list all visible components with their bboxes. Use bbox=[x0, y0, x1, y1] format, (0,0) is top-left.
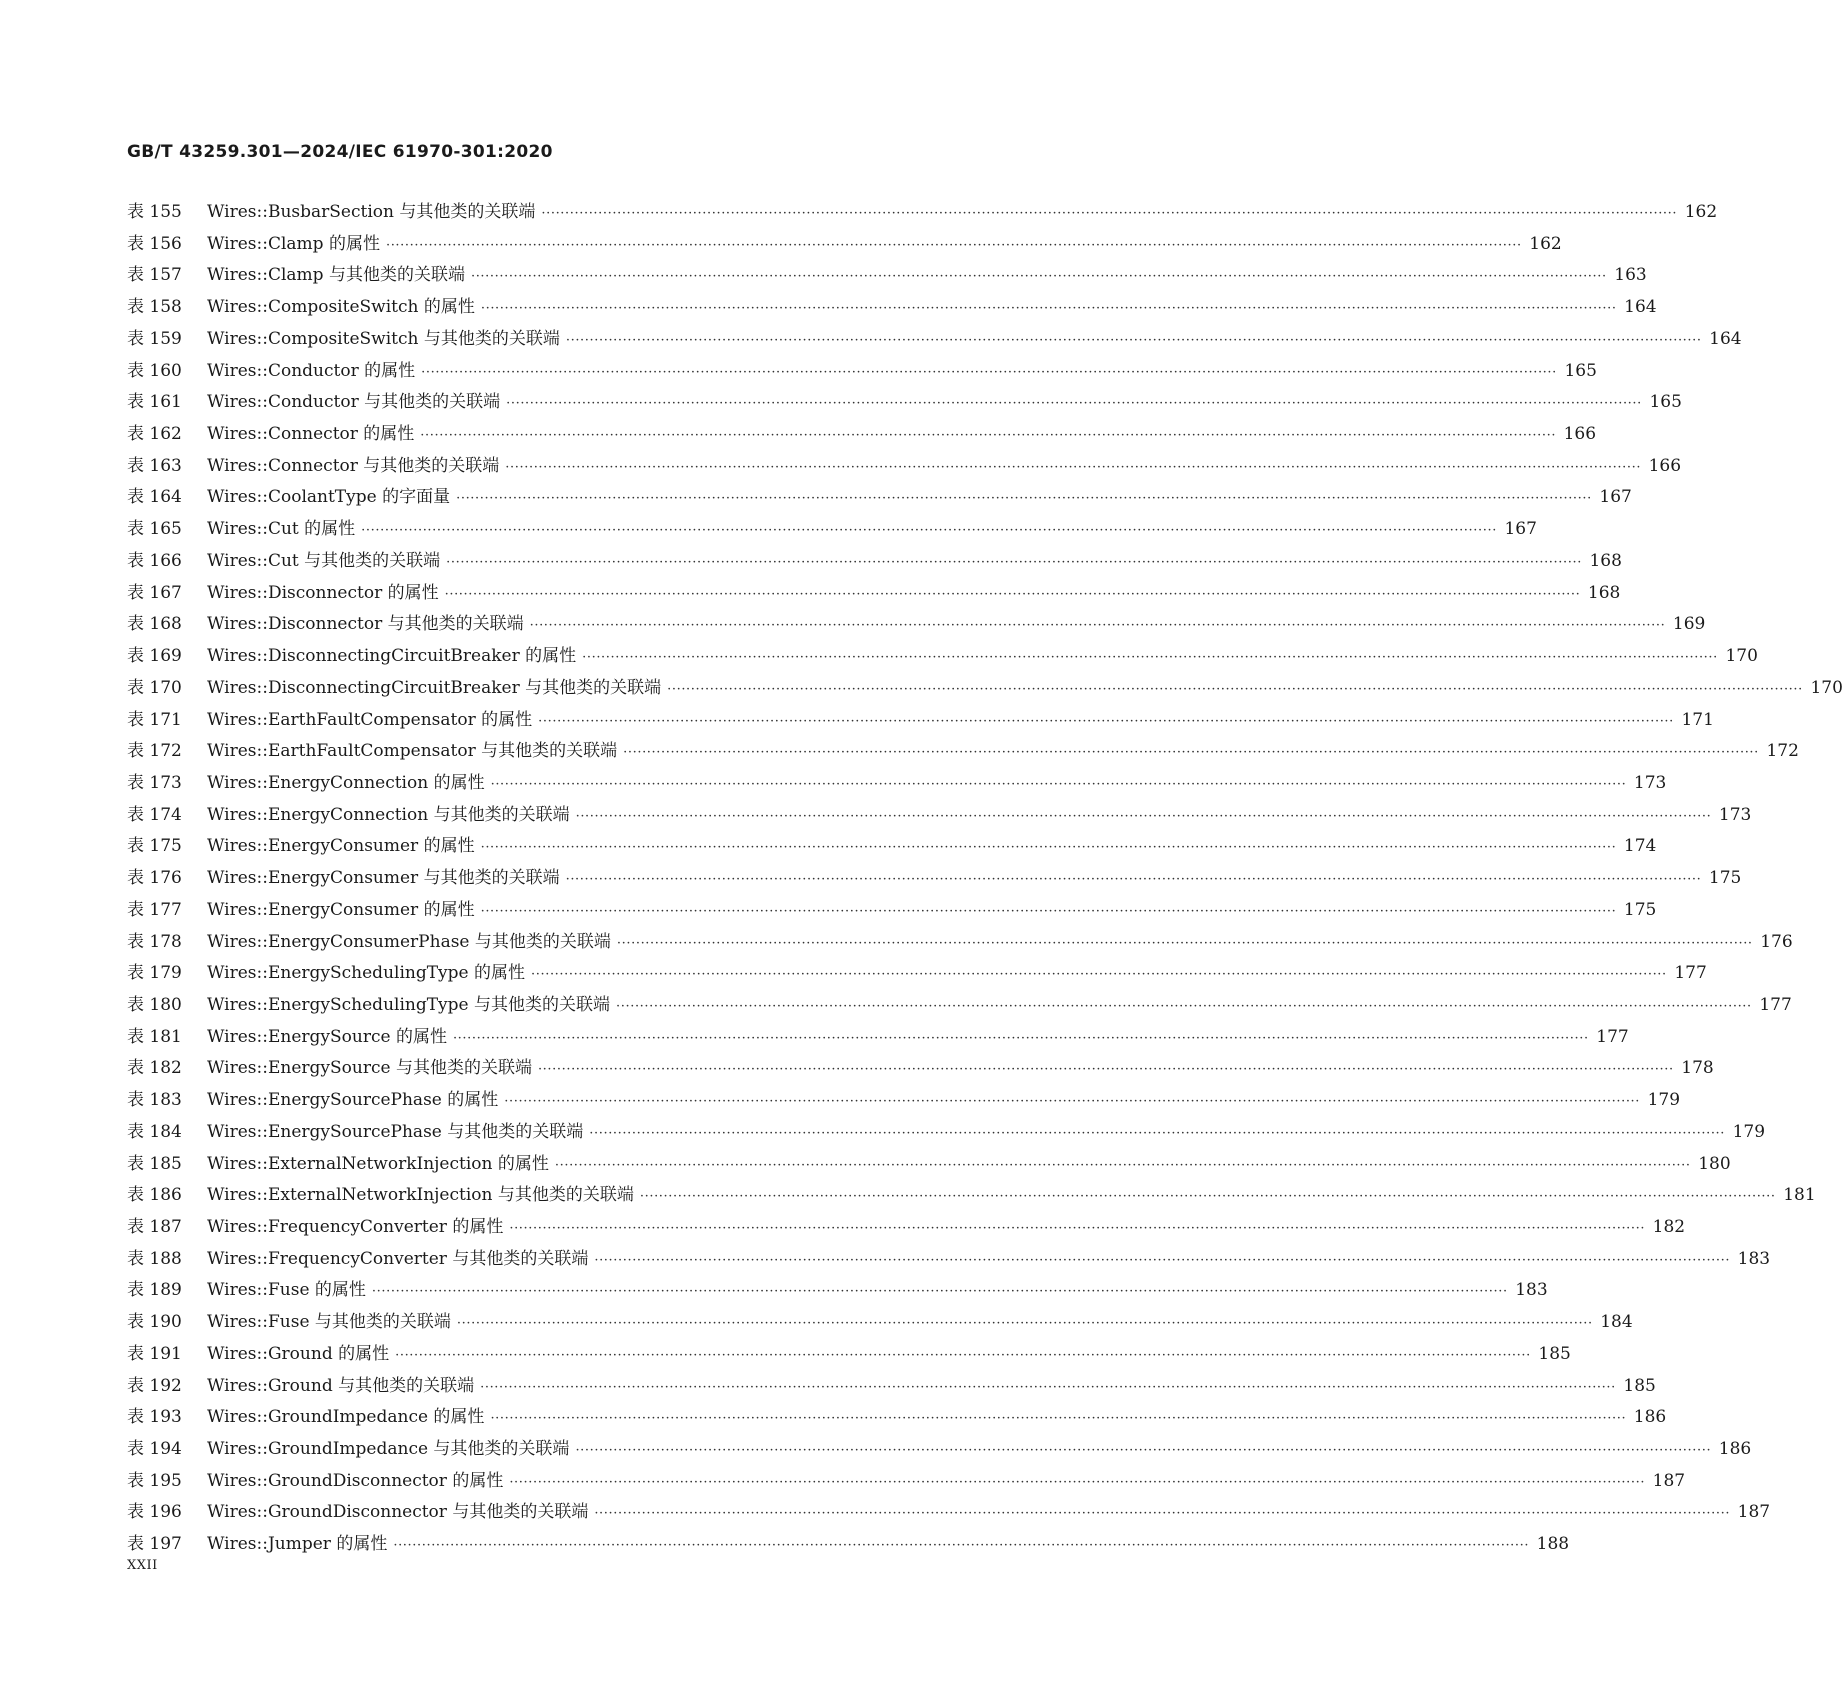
toc-table-number: 表 159 bbox=[127, 328, 182, 349]
toc-entry[interactable] bbox=[127, 609, 1706, 641]
toc-dot-leader: ················································································································································································································································ bbox=[385, 237, 1522, 253]
toc-dot-leader: ················································································································································································································································ bbox=[444, 586, 1581, 602]
toc-page-number: 165 bbox=[1564, 360, 1597, 381]
toc-title: Wires::BusbarSection 与其他类的关联端 bbox=[207, 202, 536, 222]
toc-table-number: 表 183 bbox=[127, 1090, 182, 1111]
toc-table-number: 表 196 bbox=[127, 1502, 182, 1523]
toc-entry[interactable] bbox=[127, 1212, 1686, 1244]
toc-dot-leader: ················································································································································································································································ bbox=[361, 523, 1497, 539]
toc-page-number: 188 bbox=[1536, 1534, 1570, 1555]
toc-dot-leader: ················································································································································································································································ bbox=[594, 1506, 1731, 1522]
toc-table-number: 表 176 bbox=[127, 868, 182, 889]
toc-dot-leader: ················································································································································································································································ bbox=[509, 1474, 1646, 1490]
toc-page-number: 185 bbox=[1623, 1375, 1656, 1396]
toc-title: Wires::ExternalNetworkInjection 与其他类的关联端 bbox=[207, 1185, 634, 1206]
toc-entry[interactable] bbox=[127, 260, 1647, 292]
toc-entry[interactable] bbox=[127, 1149, 1731, 1181]
toc-title: Wires::Disconnector 的属性 bbox=[207, 582, 439, 603]
toc-dot-leader: ················································································································································································································································ bbox=[529, 618, 1666, 634]
toc-table-number: 表 156 bbox=[127, 233, 182, 254]
toc-table-number: 表 180 bbox=[127, 994, 182, 1015]
toc-dot-leader: ················································································································································································································································ bbox=[480, 840, 1617, 856]
toc-title: Wires::EnergySource 与其他类的关联端 bbox=[207, 1058, 532, 1079]
toc-entry[interactable] bbox=[127, 768, 1667, 800]
toc-title: Wires::EnergySourcePhase 的属性 bbox=[207, 1090, 499, 1111]
toc-page-number: 185 bbox=[1538, 1343, 1571, 1364]
toc-page-number: 173 bbox=[1633, 772, 1667, 793]
toc-title: Wires::Disconnector 与其他类的关联端 bbox=[207, 614, 524, 635]
toc-page-number: 168 bbox=[1587, 582, 1621, 603]
toc-dot-leader: ················································································································································································································································ bbox=[537, 1062, 1674, 1078]
toc-dot-leader: ················································································································································································································································ bbox=[446, 554, 1582, 570]
toc-dot-leader: ················································································································································································································································ bbox=[623, 745, 1759, 761]
toc-page-number: 179 bbox=[1732, 1121, 1766, 1142]
toc-entry[interactable] bbox=[127, 1085, 1681, 1117]
toc-table-number: 表 175 bbox=[127, 836, 182, 857]
toc-entry[interactable] bbox=[127, 451, 1682, 483]
toc-entry[interactable] bbox=[127, 229, 1562, 261]
toc-page-number: 177 bbox=[1674, 963, 1707, 984]
toc-page-number: 172 bbox=[1766, 741, 1799, 762]
toc-entry[interactable] bbox=[127, 1117, 1766, 1149]
toc-entry[interactable] bbox=[127, 324, 1742, 356]
toc-table-number: 表 191 bbox=[127, 1343, 182, 1364]
toc-page-number: 178 bbox=[1681, 1058, 1714, 1079]
toc-title: Wires::EnergyConnection 的属性 bbox=[207, 772, 485, 793]
toc-table-number: 表 187 bbox=[127, 1217, 182, 1237]
toc-table-number: 表 178 bbox=[127, 931, 182, 952]
toc-table-number: 表 170 bbox=[127, 677, 182, 698]
toc-dot-leader: ················································································································································································································································ bbox=[616, 935, 1753, 951]
toc-entry[interactable] bbox=[127, 831, 1657, 863]
toc-page-number: 183 bbox=[1515, 1280, 1548, 1301]
toc-table-number: 表 166 bbox=[127, 550, 182, 571]
toc-title: Wires::CompositeSwitch 与其他类的关联端 bbox=[207, 328, 560, 349]
toc-page-number: 183 bbox=[1737, 1248, 1771, 1269]
toc-page-number: 182 bbox=[1652, 1217, 1686, 1237]
toc-entry[interactable] bbox=[127, 1466, 1686, 1498]
toc-table-number: 表 161 bbox=[127, 392, 182, 413]
toc-table-number: 表 174 bbox=[127, 804, 182, 825]
toc-entry[interactable] bbox=[127, 1022, 1629, 1054]
toc-dot-leader: ················································································································································································································································ bbox=[575, 808, 1712, 824]
toc-table-number: 表 190 bbox=[127, 1312, 182, 1333]
toc-page-number: 166 bbox=[1648, 455, 1682, 476]
standard-header: GB/T 43259.301—2024/IEC 61970-301:2020 bbox=[127, 142, 553, 162]
toc-title: Wires::Clamp 的属性 bbox=[207, 233, 380, 254]
toc-dot-leader: ················································································································································································································································ bbox=[531, 967, 1667, 983]
toc-page-number: 162 bbox=[1529, 233, 1562, 254]
toc-table-number: 表 168 bbox=[127, 614, 182, 635]
toc-page-number: 167 bbox=[1504, 519, 1537, 540]
toc-dot-leader: ················································································································································································································································ bbox=[456, 1316, 1593, 1332]
toc-entry[interactable] bbox=[127, 958, 1707, 990]
toc-title: Wires::Clamp 与其他类的关联端 bbox=[207, 265, 465, 286]
toc-page-number: 181 bbox=[1783, 1185, 1816, 1206]
toc-title: Wires::FrequencyConverter 的属性 bbox=[207, 1217, 504, 1237]
toc-title: Wires::CompositeSwitch 的属性 bbox=[207, 297, 475, 318]
toc-dot-leader: ················································································································································································································································ bbox=[371, 1284, 1508, 1300]
toc-table-number: 表 167 bbox=[127, 582, 182, 603]
toc-table-number: 表 160 bbox=[127, 360, 182, 381]
toc-page-number: 179 bbox=[1647, 1090, 1681, 1111]
toc-entry[interactable] bbox=[127, 387, 1682, 419]
toc-entry[interactable] bbox=[127, 1180, 1816, 1212]
toc-table-number: 表 181 bbox=[127, 1026, 182, 1047]
toc-entry[interactable] bbox=[127, 578, 1621, 610]
toc-page-number: 187 bbox=[1652, 1470, 1686, 1491]
toc-entry[interactable] bbox=[127, 197, 1718, 229]
toc-page-number: 168 bbox=[1589, 550, 1622, 571]
toc-table-number: 表 188 bbox=[127, 1248, 182, 1269]
toc-title: Wires::EnergySchedulingType 与其他类的关联端 bbox=[207, 994, 611, 1015]
toc-title: Wires::EarthFaultCompensator 的属性 bbox=[207, 709, 533, 730]
toc-entry[interactable] bbox=[127, 673, 1843, 705]
toc-page-number: 186 bbox=[1633, 1407, 1667, 1428]
toc-table-number: 表 194 bbox=[127, 1439, 182, 1460]
toc-entry[interactable] bbox=[127, 990, 1792, 1022]
toc-title: Wires::EnergyConsumer 的属性 bbox=[207, 836, 475, 857]
toc-dot-leader: ················································································································································································································································ bbox=[538, 713, 1674, 729]
toc-dot-leader: ················································································································································································································································ bbox=[565, 872, 1702, 888]
toc-page-number: 177 bbox=[1759, 994, 1792, 1015]
toc-dot-leader: ················································································································································································································································ bbox=[589, 1125, 1726, 1141]
table-of-contents bbox=[127, 197, 1843, 1561]
toc-dot-leader: ················································································································································································································································ bbox=[456, 491, 1592, 507]
toc-table-number: 表 157 bbox=[127, 265, 182, 286]
toc-dot-leader: ················································································································································································································································ bbox=[594, 1252, 1731, 1268]
toc-page-number: 165 bbox=[1649, 392, 1682, 413]
toc-entry[interactable] bbox=[127, 419, 1597, 451]
toc-page-number: 171 bbox=[1681, 709, 1714, 730]
toc-page-number: 173 bbox=[1718, 804, 1752, 825]
toc-dot-leader: ················································································································································································································································ bbox=[395, 1347, 1531, 1363]
toc-title: Wires::FrequencyConverter 与其他类的关联端 bbox=[207, 1248, 589, 1269]
toc-page-number: 164 bbox=[1709, 328, 1742, 349]
toc-entry[interactable] bbox=[127, 1053, 1714, 1085]
toc-title: Wires::GroundImpedance 与其他类的关联端 bbox=[207, 1439, 570, 1460]
toc-dot-leader: ················································································································································································································································ bbox=[506, 396, 1642, 412]
toc-dot-leader: ················································································································································································································································ bbox=[639, 1189, 1776, 1205]
toc-title: Wires::GroundImpedance 的属性 bbox=[207, 1407, 485, 1428]
toc-entry[interactable] bbox=[127, 482, 1632, 514]
toc-page-number: 174 bbox=[1623, 836, 1657, 857]
toc-table-number: 表 172 bbox=[127, 741, 182, 762]
toc-entry[interactable] bbox=[127, 641, 1758, 673]
toc-page-number: 166 bbox=[1563, 424, 1597, 445]
toc-table-number: 表 195 bbox=[127, 1470, 182, 1491]
toc-table-number: 表 163 bbox=[127, 455, 182, 476]
toc-dot-leader: ················································································································································································································································ bbox=[420, 428, 1557, 444]
toc-title: Wires::EnergyConsumer 与其他类的关联端 bbox=[207, 868, 560, 889]
toc-dot-leader: ················································································································································································································································ bbox=[490, 776, 1627, 792]
toc-dot-leader: ················································································································································································································································ bbox=[667, 681, 1803, 697]
toc-title: Wires::CoolantType 的字面量 bbox=[207, 487, 451, 508]
toc-entry[interactable] bbox=[127, 895, 1657, 927]
toc-title: Wires::DisconnectingCircuitBreaker 的属性 bbox=[207, 646, 577, 667]
toc-page-number: 169 bbox=[1672, 614, 1706, 635]
toc-dot-leader: ················································································································································································································································ bbox=[509, 1221, 1646, 1236]
toc-entry[interactable] bbox=[127, 1402, 1667, 1434]
toc-page-number: 180 bbox=[1698, 1153, 1731, 1174]
toc-dot-leader: ················································································································································································································································ bbox=[452, 1030, 1589, 1046]
toc-table-number: 表 192 bbox=[127, 1375, 182, 1396]
toc-table-number: 表 164 bbox=[127, 487, 182, 508]
toc-table-number: 表 185 bbox=[127, 1153, 182, 1174]
toc-dot-leader: ················································································································································································································································ bbox=[505, 459, 1642, 475]
toc-title: Wires::Ground 的属性 bbox=[207, 1343, 390, 1364]
toc-table-number: 表 173 bbox=[127, 772, 182, 793]
toc-entry[interactable] bbox=[127, 1497, 1771, 1529]
toc-dot-leader: ················································································································································································································································ bbox=[421, 364, 1557, 380]
toc-table-number: 表 182 bbox=[127, 1058, 182, 1079]
toc-page-number: 186 bbox=[1718, 1439, 1752, 1460]
toc-page-number: 187 bbox=[1737, 1502, 1771, 1523]
toc-dot-leader: ················································································································································································································································ bbox=[616, 998, 1752, 1014]
toc-dot-leader: ················································································································································································································································ bbox=[541, 206, 1678, 221]
toc-entry[interactable] bbox=[127, 1244, 1771, 1276]
toc-page-number: 175 bbox=[1623, 899, 1657, 920]
toc-table-number: 表 179 bbox=[127, 963, 182, 984]
toc-dot-leader: ················································································································································································································································ bbox=[470, 269, 1607, 285]
toc-title: Wires::Cut 的属性 bbox=[207, 519, 356, 540]
toc-table-number: 表 186 bbox=[127, 1185, 182, 1206]
toc-entry[interactable] bbox=[127, 292, 1657, 324]
toc-table-number: 表 193 bbox=[127, 1407, 182, 1428]
toc-title: Wires::Ground 与其他类的关联端 bbox=[207, 1375, 475, 1396]
toc-table-number: 表 184 bbox=[127, 1121, 182, 1142]
toc-title: Wires::ExternalNetworkInjection 的属性 bbox=[207, 1153, 549, 1174]
toc-title: Wires::GroundDisconnector 的属性 bbox=[207, 1470, 504, 1491]
toc-page-number: 170 bbox=[1725, 646, 1758, 667]
toc-table-number: 表 162 bbox=[127, 424, 182, 445]
toc-table-number: 表 155 bbox=[127, 202, 182, 222]
toc-title: Wires::EnergySourcePhase 与其他类的关联端 bbox=[207, 1121, 584, 1142]
toc-page-number: 164 bbox=[1624, 297, 1657, 318]
toc-title: Wires::Fuse 的属性 bbox=[207, 1280, 366, 1301]
toc-page-number: 184 bbox=[1600, 1312, 1633, 1333]
toc-title: Wires::EnergySchedulingType 的属性 bbox=[207, 963, 526, 984]
toc-entry[interactable] bbox=[127, 1529, 1570, 1561]
toc-table-number: 表 169 bbox=[127, 646, 182, 667]
toc-page-number: 177 bbox=[1596, 1026, 1629, 1047]
toc-page-number: 176 bbox=[1760, 931, 1793, 952]
toc-dot-leader: ················································································································································································································································ bbox=[490, 1411, 1627, 1427]
toc-page-number: 170 bbox=[1810, 677, 1843, 698]
toc-page-number: 175 bbox=[1708, 868, 1742, 889]
toc-title: Wires::Fuse 与其他类的关联端 bbox=[207, 1312, 451, 1333]
toc-table-number: 表 171 bbox=[127, 709, 182, 730]
toc-table-number: 表 177 bbox=[127, 899, 182, 920]
toc-title: Wires::EnergyConnection 与其他类的关联端 bbox=[207, 804, 570, 825]
toc-entry[interactable] bbox=[127, 514, 1537, 546]
toc-table-number: 表 165 bbox=[127, 519, 182, 540]
toc-dot-leader: ················································································································································································································································ bbox=[575, 1443, 1712, 1459]
toc-entry[interactable] bbox=[127, 927, 1793, 959]
toc-page-number: 167 bbox=[1599, 487, 1632, 508]
toc-title: Wires::EnergyConsumer 的属性 bbox=[207, 899, 475, 920]
toc-title: Wires::Conductor 与其他类的关联端 bbox=[207, 392, 501, 413]
toc-title: Wires::Jumper 的属性 bbox=[207, 1534, 388, 1555]
toc-entry[interactable] bbox=[127, 705, 1714, 737]
toc-dot-leader: ················································································································································································································································ bbox=[480, 903, 1617, 919]
toc-title: Wires::GroundDisconnector 与其他类的关联端 bbox=[207, 1502, 589, 1523]
toc-entry[interactable] bbox=[127, 736, 1799, 768]
toc-dot-leader: ················································································································································································································································ bbox=[393, 1538, 1530, 1554]
toc-table-number: 表 158 bbox=[127, 297, 182, 318]
toc-title: Wires::EnergySource 的属性 bbox=[207, 1026, 447, 1047]
toc-entry[interactable] bbox=[127, 1339, 1571, 1371]
toc-dot-leader: ················································································································································································································································ bbox=[582, 650, 1718, 666]
toc-entry[interactable] bbox=[127, 1307, 1633, 1339]
toc-title: Wires::Conductor 的属性 bbox=[207, 360, 416, 381]
toc-table-number: 表 197 bbox=[127, 1534, 182, 1555]
toc-entry[interactable] bbox=[127, 1371, 1656, 1403]
toc-dot-leader: ················································································································································································································································ bbox=[554, 1157, 1691, 1173]
toc-entry[interactable] bbox=[127, 546, 1622, 578]
toc-title: Wires::Cut 与其他类的关联端 bbox=[207, 550, 441, 571]
toc-entry[interactable] bbox=[127, 1434, 1752, 1466]
toc-dot-leader: ················································································································································································································································ bbox=[480, 1379, 1616, 1395]
toc-title: Wires::EarthFaultCompensator 与其他类的关联端 bbox=[207, 741, 618, 762]
toc-title: Wires::Connector 的属性 bbox=[207, 424, 415, 445]
toc-title: Wires::Connector 与其他类的关联端 bbox=[207, 455, 500, 476]
toc-table-number: 表 189 bbox=[127, 1280, 182, 1301]
page-number: XXII bbox=[127, 1558, 158, 1573]
toc-title: Wires::EnergyConsumerPhase 与其他类的关联端 bbox=[207, 931, 611, 952]
toc-entry[interactable] bbox=[127, 800, 1752, 832]
toc-page-number: 162 bbox=[1684, 202, 1718, 222]
toc-dot-leader: ················································································································································································································································ bbox=[504, 1094, 1641, 1110]
toc-dot-leader: ················································································································································································································································ bbox=[480, 301, 1617, 317]
toc-dot-leader: ················································································································································································································································ bbox=[565, 332, 1702, 348]
toc-entry[interactable] bbox=[127, 356, 1597, 388]
toc-title: Wires::DisconnectingCircuitBreaker 与其他类的关联端 bbox=[207, 677, 662, 698]
toc-entry[interactable] bbox=[127, 863, 1742, 895]
toc-page-number: 163 bbox=[1614, 265, 1647, 286]
toc-entry[interactable] bbox=[127, 1275, 1548, 1307]
